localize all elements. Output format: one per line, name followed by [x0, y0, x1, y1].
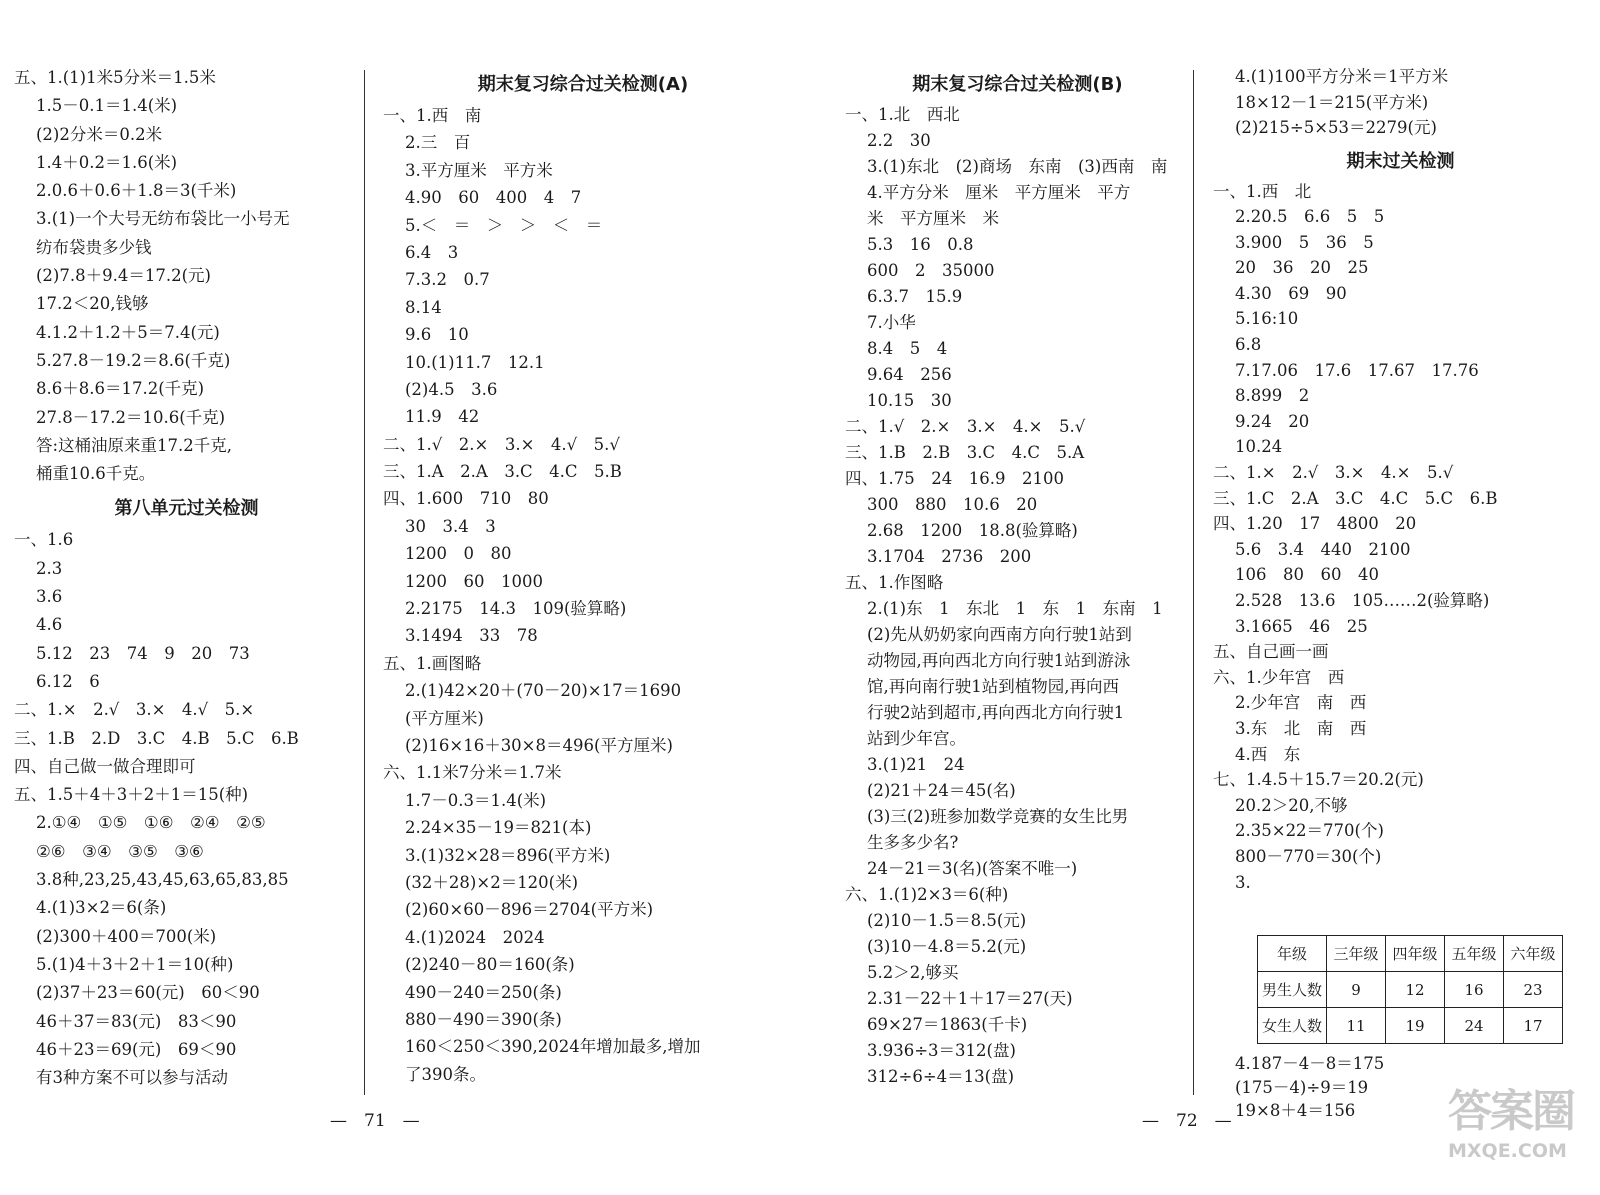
answer-line: 18×12－1＝215(平方米): [1235, 92, 1429, 112]
student-count-table: [1257, 935, 1563, 1044]
answer-line: 四、1.20 17 4800 20: [1213, 514, 1417, 534]
answer-line: 五、自己画一画: [1213, 642, 1329, 662]
answer-line: 5.16:10: [1235, 309, 1299, 329]
table-cell: 男生人数: [1258, 972, 1327, 1008]
table-cell: 12: [1386, 972, 1445, 1008]
answer-line: 三、1.B 2.D 3.C 4.B 5.C 6.B: [14, 728, 299, 748]
answer-line: 5.12 23 74 9 20 73: [36, 643, 250, 663]
answer-line: 3.1494 33 78: [405, 626, 538, 646]
answer-line: 三、1.A 2.A 3.C 4.C 5.B: [383, 462, 622, 482]
answer-line: 9.24 20: [1235, 411, 1310, 431]
column-4-lines: [1213, 179, 1588, 896]
answer-line: 2.3: [36, 558, 63, 578]
answer-line: (2)300＋400＝700(米): [36, 926, 217, 946]
answer-line: 2.0.6＋0.6＋1.8＝3(千米): [36, 181, 237, 201]
answer-line: (2)4.5 3.6: [405, 379, 498, 399]
section-title-final-a: 期末复习综合过关检测(A): [477, 74, 689, 95]
table-cell: 19: [1386, 1008, 1445, 1044]
answer-line: 桶重10.6千克。: [36, 464, 156, 484]
answer-line: 7.小华: [867, 313, 916, 332]
answer-line: 6.8: [1235, 335, 1262, 355]
page-number-right: — 72 —: [1142, 1111, 1232, 1131]
answer-line: 有3种方案不可以参与活动: [36, 1068, 228, 1088]
answer-line: 3.(1)32×28＝896(平方米): [405, 845, 611, 865]
answer-line: 纺布袋贵多少钱: [36, 237, 152, 257]
answer-line: (2)240－80＝160(条): [405, 955, 575, 975]
answer-line: 4.187－4－8＝175: [1235, 1054, 1385, 1073]
answer-line: 8.14: [405, 297, 442, 317]
answer-line: 1200 0 80: [405, 544, 512, 564]
answer-line: 六、1.少年宫 西: [1213, 667, 1345, 687]
answer-line: 五、1.作图略: [845, 573, 944, 592]
answer-line: 19×8＋4＝156: [1235, 1101, 1356, 1120]
answer-line: 行驶2站到超市,再向西北方向行驶1: [867, 703, 1125, 722]
answer-line: 二、1.× 2.√ 3.× 4.√ 5.×: [14, 700, 255, 720]
answer-line: 五、1.5＋4＋3＋2＋1＝15(种): [14, 785, 249, 805]
answer-line: 了390条。: [405, 1064, 486, 1084]
answer-line: 1.5－0.1＝1.4(米): [36, 96, 178, 116]
answer-line: 六、1.1米7分米＝1.7米: [383, 763, 562, 783]
answer-line: 20.2＞20,不够: [1235, 795, 1348, 815]
answer-line: 3.(1)21 24: [867, 755, 965, 774]
answer-line: 四、1.600 710 80: [383, 489, 549, 509]
answer-line: 3.1704 2736 200: [867, 547, 1032, 566]
answer-line: 800－770＝30(个): [1235, 846, 1382, 866]
answer-line: 答:这桶油原来重17.2千克,: [36, 435, 233, 455]
answer-line: 300 880 10.6 20: [867, 495, 1038, 514]
table-cell: 17: [1504, 1008, 1563, 1044]
answer-line: 8.4 5 4: [867, 339, 948, 358]
answer-line: 3.936÷3＝312(盘): [867, 1041, 1016, 1060]
answer-line: 3.东 北 南 西: [1235, 718, 1367, 738]
answer-line: 六、1.(1)2×3＝6(种): [845, 885, 1009, 904]
answer-line: 5.6 3.4 440 2100: [1235, 539, 1411, 559]
answer-line: 站到少年宫。: [867, 729, 966, 748]
answer-line: 3.(1)一个大号无纺布袋比一小号无: [36, 209, 290, 229]
answer-line: 四、自己做一做合理即可: [14, 756, 196, 776]
answer-line: 5.＜ ＝ ＞ ＞ ＜ ＝: [405, 215, 603, 235]
answer-line: (2)先从奶奶家向西南方向行驶1站到: [867, 625, 1132, 644]
answer-line: (3)10－4.8＝5.2(元): [867, 937, 1027, 956]
section-title-final-b: 期末复习综合过关检测(B): [912, 74, 1123, 95]
answer-line: 四、1.75 24 16.9 2100: [845, 469, 1064, 488]
table-row: [1258, 1008, 1563, 1044]
answer-line: 9.64 256: [867, 365, 952, 384]
answer-line: (32＋28)×2＝120(米): [405, 872, 579, 892]
answer-line: 46＋23＝69(元) 69＜90: [36, 1039, 237, 1059]
column-divider-1: [364, 70, 365, 1095]
answer-line: 880－490＝390(条): [405, 1009, 562, 1029]
answer-line: 2.35×22＝770(个): [1235, 821, 1384, 841]
answer-line: 2.20.5 6.6 5 5: [1235, 207, 1385, 227]
column-3-lines: [845, 102, 1190, 1090]
answer-line: 9.6 10: [405, 325, 469, 345]
answer-line: 8.6＋8.6＝17.2(千克): [36, 379, 205, 399]
answer-line: 5.2＞2,够买: [867, 963, 959, 982]
section-title-final-check: 期末过关检测: [1346, 150, 1455, 172]
answer-line: 4.6: [36, 615, 63, 635]
answer-line: 二、1.√ 2.× 3.× 4.× 5.√: [845, 417, 1086, 436]
answer-line: 4.30 69 90: [1235, 283, 1347, 303]
answer-line: 10.15 30: [867, 391, 952, 410]
answer-line: 七、1.4.5＋15.7＝20.2(元): [1213, 770, 1424, 790]
answer-column-3: [845, 64, 1190, 1090]
answer-line: 7.17.06 17.6 17.67 17.76: [1235, 360, 1479, 380]
table-cell: 24: [1445, 1008, 1504, 1044]
answer-line: 2.31－22＋1＋17＝27(天): [867, 989, 1073, 1008]
answer-line: 11.9 42: [405, 407, 480, 427]
table-cell: 女生人数: [1258, 1008, 1327, 1044]
answer-line: 46＋37＝83(元) 83＜90: [36, 1011, 237, 1031]
answer-line: 2.三 百: [405, 133, 471, 153]
answer-line: 馆,再向南行驶1站到植物园,再向西: [867, 677, 1119, 696]
answer-line: 20 36 20 25: [1235, 258, 1369, 278]
answer-line: (2)215÷5×53＝2279(元): [1235, 118, 1437, 137]
column-2-lines: [383, 102, 783, 1088]
answer-line: 312÷6÷4＝13(盘): [867, 1067, 1015, 1086]
answer-line: 6.3.7 15.9: [867, 287, 963, 306]
answer-line: (175－4)÷9＝19: [1235, 1077, 1369, 1097]
answer-line: 2.68 1200 18.8(验算略): [867, 521, 1078, 540]
answer-line: (平方厘米): [405, 708, 484, 728]
answer-line: (2)2分米＝0.2米: [36, 124, 163, 144]
answer-line: (2)10－1.5＝8.5(元): [867, 911, 1027, 930]
table-header-cell: 年级: [1258, 936, 1327, 972]
answer-line: 5.(1)4＋3＋2＋1＝10(种): [36, 954, 234, 974]
answer-line: 1200 60 1000: [405, 571, 543, 591]
answer-line: 10.(1)11.7 12.1: [405, 352, 545, 372]
answer-line: 4.90 60 400 4 7: [405, 188, 582, 208]
answer-line: 4.(1)2024 2024: [405, 927, 545, 947]
answer-line: 600 2 35000: [867, 261, 995, 280]
answer-line: 三、1.B 2.B 3.C 4.C 5.A: [845, 443, 1085, 462]
answer-line: 8.899 2: [1235, 386, 1310, 406]
table-header-cell: 四年级: [1386, 936, 1445, 972]
answer-line: 2.(1)42×20＋(70－20)×17＝1690: [405, 681, 682, 701]
answer-line: (2)21＋24＝45(名): [867, 781, 1016, 800]
answer-line: 生多多少名?: [867, 833, 959, 852]
answer-line: 3.900 5 36 5: [1235, 232, 1374, 252]
answer-line: 69×27＝1863(千卡): [867, 1015, 1028, 1034]
answer-line: 2.528 13.6 105……2(验算略): [1235, 591, 1490, 610]
column-1-block-1: [14, 64, 359, 488]
answer-line: 6.12 6: [36, 671, 100, 691]
answer-line: 五、1.(1)1米5分米＝1.5米: [14, 68, 216, 87]
answer-line: (2)7.8＋9.4＝17.2(元): [36, 266, 211, 286]
answer-line: 一、1.北 西北: [845, 105, 960, 124]
table-cell: 16: [1445, 972, 1504, 1008]
answer-line: ②⑥ ③④ ③⑤ ③⑥: [36, 841, 204, 861]
answer-line: (2)16×16＋30×8＝496(平方厘米): [405, 735, 673, 755]
answer-column-1: [14, 64, 359, 1092]
answer-line: 6.4 3: [405, 242, 459, 262]
table-header-cell: 三年级: [1327, 936, 1386, 972]
answer-line: 30 3.4 3: [405, 516, 496, 536]
answer-line: 一、1.西 北: [1213, 181, 1312, 201]
watermark-logo: [1448, 1085, 1588, 1173]
answer-line: 5.27.8－19.2＝8.6(千克): [36, 350, 231, 370]
answer-line: 160＜250＜390,2024年增加最多,增加: [405, 1037, 701, 1057]
answer-line: 1.4＋0.2＝1.6(米): [36, 152, 178, 172]
answer-line: 2.①④ ①⑤ ①⑥ ②④ ②⑤: [36, 813, 266, 833]
answer-line: 4.1.2＋1.2＋5＝7.4(元): [36, 322, 220, 342]
answer-line: 1.7－0.3＝1.4(米): [405, 790, 547, 810]
answer-line: 3.(1)东北 (2)商场 东南 (3)西南 南: [867, 157, 1168, 176]
answer-line: 17.2＜20,钱够: [36, 294, 149, 314]
answer-line: 4.平方分米 厘米 平方厘米 平方: [867, 183, 1131, 202]
section-title-unit8: 第八单元过关检测: [114, 498, 259, 520]
watermark-url: MXQE.COM: [1448, 1140, 1567, 1162]
answer-line: 5.3 16 0.8: [867, 235, 974, 254]
answer-line: 3.1665 46 25: [1235, 616, 1368, 636]
answer-line: 24－21＝3(名)(答案不唯一): [867, 859, 1078, 878]
answer-line: 二、1.× 2.√ 3.× 4.× 5.√: [1213, 463, 1454, 483]
answer-line: 一、1.西 南: [383, 106, 482, 125]
answer-line: 二、1.√ 2.× 3.× 4.√ 5.√: [383, 434, 620, 454]
answer-line: 动物园,再向西北方向行驶1站到游泳: [867, 651, 1131, 670]
table-header-cell: 五年级: [1445, 936, 1504, 972]
answer-column-4: [1213, 64, 1588, 895]
table-cell: 9: [1327, 972, 1386, 1008]
table-header-cell: 六年级: [1504, 936, 1563, 972]
column-divider-2: [1193, 70, 1194, 1095]
answer-line: 4.西 东: [1235, 744, 1301, 764]
answer-column-2: [383, 64, 783, 1088]
answer-line: 7.3.2 0.7: [405, 270, 490, 290]
answer-line: 2.少年宫 南 西: [1235, 693, 1367, 713]
answer-line: 3.6: [36, 587, 63, 607]
watermark-logo-text: 答案圈: [1448, 1086, 1574, 1137]
answer-line: 3.8种,23,25,43,45,63,65,83,85: [36, 870, 289, 890]
table-header-row: [1258, 936, 1563, 972]
answer-line: 三、1.C 2.A 3.C 4.C 5.C 6.B: [1213, 488, 1498, 508]
answer-line: 米 平方厘米 米: [867, 209, 999, 228]
answer-line: 2.2175 14.3 109(验算略): [405, 599, 627, 619]
answer-line: 2.24×35－19＝821(本): [405, 818, 592, 838]
answer-line: 3.平方厘米 平方米: [405, 160, 553, 180]
answer-line: 10.24: [1235, 437, 1283, 457]
table-row: [1258, 972, 1563, 1008]
answer-line: 2.2 30: [867, 131, 931, 150]
answer-line: 27.8－17.2＝10.6(千克): [36, 407, 226, 427]
answer-line: 2.(1)东 1 东北 1 东 1 东南 1: [867, 599, 1163, 618]
column-1-block-2: [14, 526, 359, 1092]
answer-line: 4.(1)100平方分米＝1平方米: [1235, 67, 1449, 86]
table-cell: 11: [1327, 1008, 1386, 1044]
answer-line: 3.: [1235, 872, 1251, 892]
answer-line: (2)60×60－896＝2704(平方米): [405, 900, 654, 920]
answer-line: 106 80 60 40: [1235, 565, 1379, 585]
answer-line: 490－240＝250(条): [405, 982, 562, 1002]
answer-line: (2)37＋23＝60(元) 60＜90: [36, 983, 260, 1003]
page-number-left: — 71 —: [330, 1111, 420, 1131]
answer-line: 五、1.画图略: [383, 653, 482, 673]
table-cell: 23: [1504, 972, 1563, 1008]
answer-line: 一、1.6: [14, 530, 74, 550]
answer-line: (3)三(2)班参加数学竞赛的女生比男: [867, 807, 1129, 826]
column-4-top-lines: [1213, 64, 1588, 141]
answer-line: 4.(1)3×2＝6(条): [36, 898, 167, 918]
